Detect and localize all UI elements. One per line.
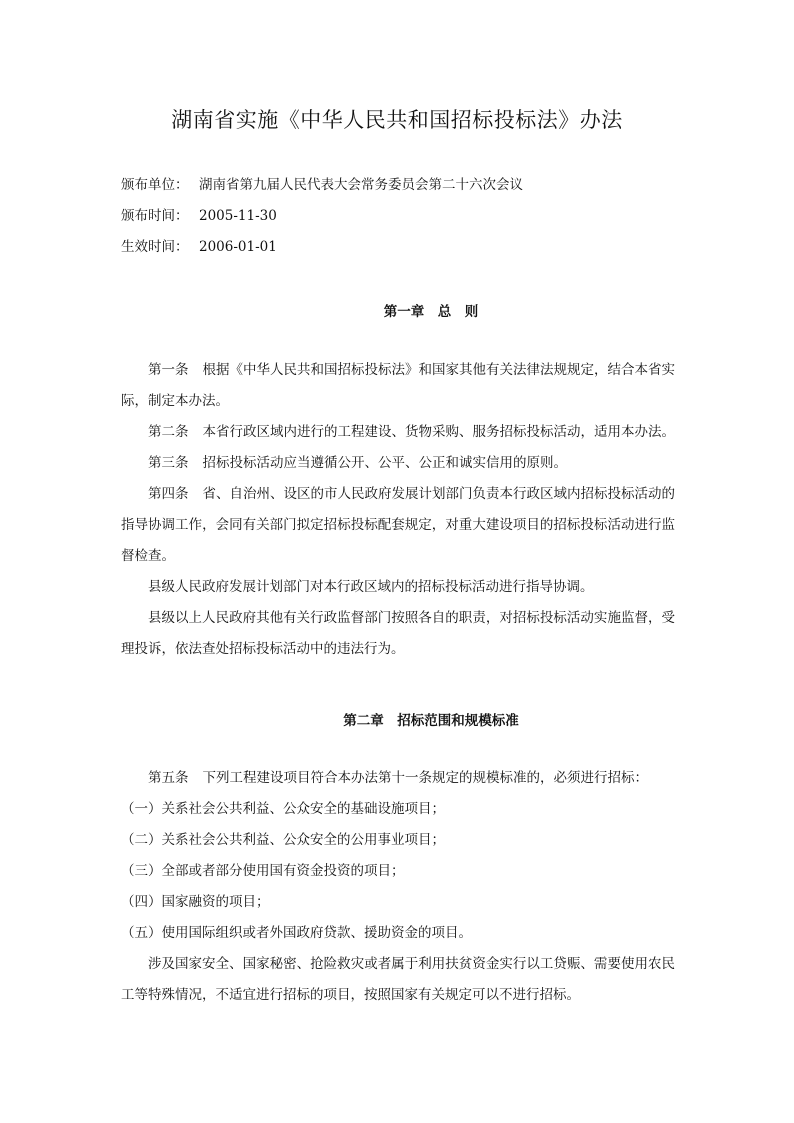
meta-issue-date-label: 颁布时间： [121, 208, 189, 224]
chapter-1-heading: 第一章 总 则 [383, 304, 479, 320]
article-2 [121, 417, 675, 448]
article-4 [121, 479, 675, 572]
article-1-text: 根据《中华人民共和国招标投标法》和国家其他有关法律法规规定，结合本省实际，制定本办法。 [121, 362, 675, 409]
list-item: （五）使用国际组织或者外国政府贷款、援助资金的项目。 [121, 925, 472, 941]
article-4-text: 省、自治州、设区的市人民政府发展计划部门负责本行政区域内招标投标活动的指导协调工作，会同有关部门拟定招标投标配套规定，对重大建设项目的招标投标活动进行监督检查。 [121, 486, 675, 564]
article-2-text: 本省行政区域内进行的工程建设、货物采购、服务招标投标活动，适用本办法。 [202, 424, 675, 440]
article-5 [121, 763, 675, 794]
list-item: （四）国家融资的项目； [121, 894, 270, 910]
list-item: （三）全部或者部分使用国有资金投资的项目； [121, 863, 405, 879]
meta-effective-date-value: 2006-01-01 [199, 239, 277, 255]
meta-effective-date-label: 生效时间： [121, 239, 189, 255]
article-4-paragraph-3: 县级以上人民政府其他有关行政监督部门按照各自的职责，对招标投标活动实施监督，受理投诉，依法查处招标投标活动中的违法行为。 [121, 610, 675, 657]
article-2-number: 第二条 [148, 424, 189, 440]
list-item: （二）关系社会公共利益、公众安全的公用事业项目； [121, 832, 445, 848]
article-5-paragraph-2: 涉及国家安全、国家秘密、抢险救灾或者属于利用扶贫资金实行以工贷赈、需要使用农民工等特殊情况，不适宜进行招标的项目，按照国家有关规定可以不进行招标。 [121, 956, 675, 1003]
meta-issue-date-row [121, 206, 277, 226]
article-3-number: 第三条 [148, 455, 189, 471]
article-1-number: 第一条 [148, 362, 189, 378]
article-3 [121, 448, 675, 479]
article-5-number: 第五条 [148, 770, 189, 786]
article-4-paragraph-2: 县级人民政府发展计划部门对本行政区域内的招标投标活动进行指导协调。 [148, 579, 594, 595]
list-item: （一）关系社会公共利益、公众安全的基础设施项目； [121, 801, 445, 817]
meta-issue-date-value: 2005-11-30 [199, 208, 277, 224]
meta-issuer-value: 湖南省第九届人民代表大会常务委员会第二十六次会议 [199, 177, 523, 193]
article-5-text: 下列工程建设项目符合本办法第十一条规定的规模标准的，必须进行招标： [202, 770, 648, 786]
article-1 [121, 355, 675, 417]
meta-issuer-row [121, 175, 523, 195]
article-4-number: 第四条 [148, 486, 189, 502]
meta-effective-date-row [121, 237, 277, 257]
document-title: 湖南省实施《中华人民共和国招标投标法》办法 [171, 108, 623, 132]
chapter-2-heading: 第二章 招标范围和规模标准 [343, 713, 519, 729]
meta-issuer-label: 颁布单位： [121, 177, 189, 193]
article-3-text: 招标投标活动应当遵循公开、公平、公正和诚实信用的原则。 [202, 455, 567, 471]
